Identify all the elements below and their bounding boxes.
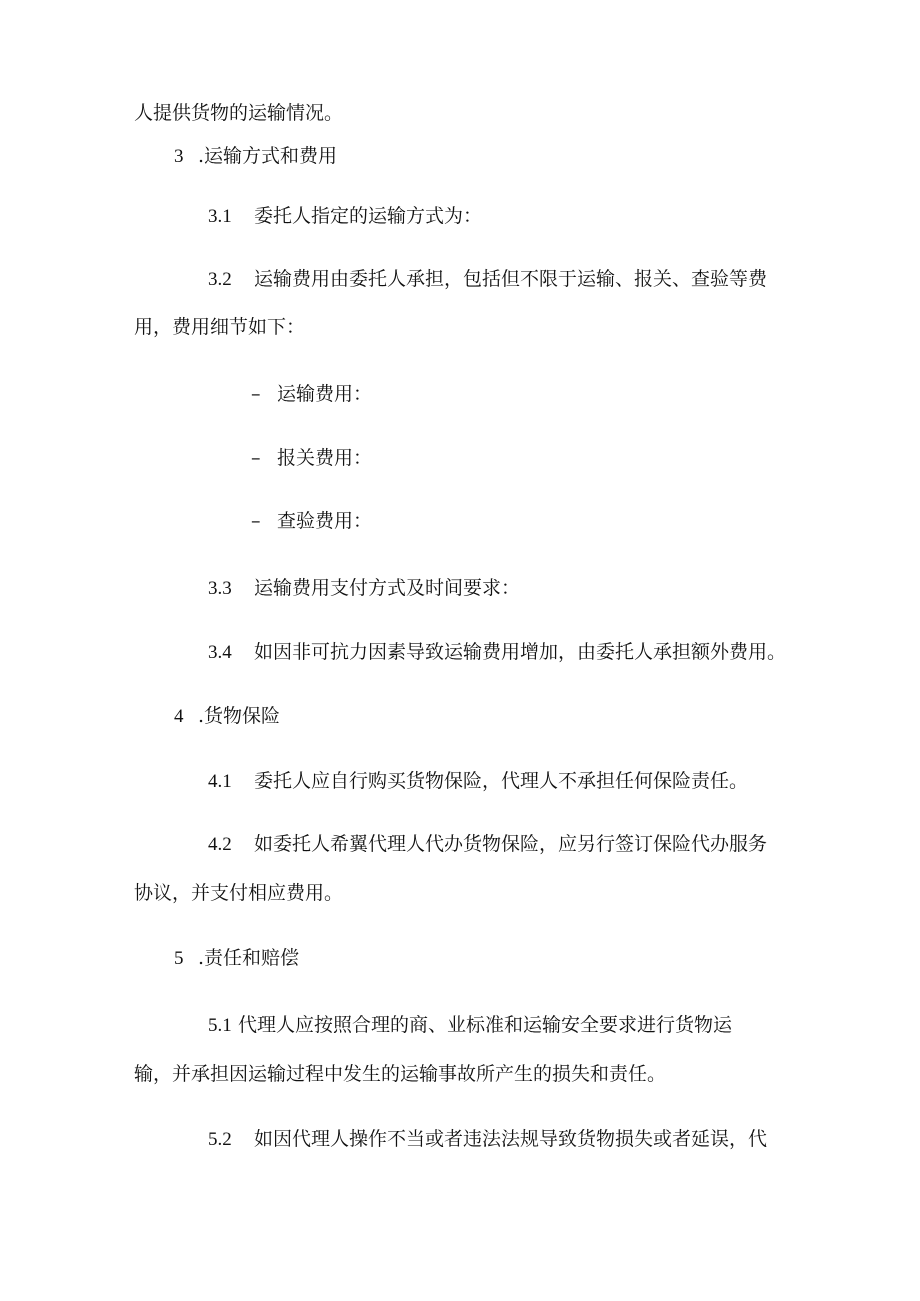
- item-4-2-number: 4.2: [208, 834, 232, 855]
- section-4-number: 4: [174, 706, 184, 727]
- list-dash: –: [251, 447, 261, 469]
- item-3-3-number: 3.3: [208, 578, 232, 599]
- item-3-2-line2: 用，费用细节如下：: [134, 316, 306, 338]
- item-5-1-line1: [208, 1013, 732, 1038]
- list-dash: –: [251, 510, 261, 532]
- item-5-1-number: 5.1: [208, 1015, 232, 1036]
- item-5-2-text-line1: 如因代理人操作不当或者违法法规导致货物损失或者延误，代: [254, 1128, 768, 1150]
- fee-list-item: [251, 446, 372, 470]
- fee-list-item: [251, 382, 372, 406]
- item-3-4: [208, 640, 786, 665]
- item-4-1: [208, 769, 748, 794]
- item-3-2-text-line1: 运输费用由委托人承担，包括但不限于运输、报关、查验等费: [254, 268, 768, 290]
- fee-label-customs: 报关费用：: [277, 447, 373, 469]
- intro-tail-line: 人提供货物的运输情况。: [134, 102, 344, 124]
- section-4-heading: [174, 704, 280, 729]
- item-4-2-text-line1: 如委托人希翼代理人代办货物保险，应另行签订保险代办服务: [254, 833, 768, 855]
- item-3-1: [208, 204, 482, 229]
- item-5-2-line1: [208, 1127, 767, 1152]
- item-4-2-line2: 协议，并支付相应费用。: [134, 882, 344, 904]
- item-4-2-line1: [208, 832, 767, 857]
- section-3-heading: [174, 144, 337, 169]
- section-5-heading: [174, 946, 299, 971]
- section-4-title: .货物保险: [198, 705, 281, 727]
- item-3-4-number: 3.4: [208, 642, 232, 663]
- fee-label-transport: 运输费用：: [277, 383, 373, 405]
- item-5-2-number: 5.2: [208, 1129, 232, 1150]
- section-5-number: 5: [174, 948, 184, 969]
- fee-label-inspection: 查验费用：: [277, 510, 373, 532]
- item-3-1-number: 3.1: [208, 206, 232, 227]
- item-3-4-text: 如因非可抗力因素导致运输费用增加，由委托人承担额外费用。: [254, 641, 787, 663]
- fee-list-item: [251, 509, 372, 533]
- item-5-1-line2: 输，并承担因运输过程中发生的运输事故所产生的损失和责任。: [134, 1063, 667, 1085]
- list-dash: –: [251, 383, 261, 405]
- item-3-3-text: 运输费用支付方式及时间要求：: [254, 577, 521, 599]
- item-3-3: [208, 576, 520, 601]
- section-3-title: .运输方式和费用: [198, 145, 338, 167]
- item-3-2-line1: [208, 267, 767, 292]
- item-4-1-text: 委托人应自行购买货物保险，代理人不承担任何保险责任。: [254, 770, 749, 792]
- item-5-1-text-line1: 代理人应按照合理的商、业标准和运输安全要求进行货物运: [238, 1014, 733, 1036]
- item-3-2-number: 3.2: [208, 269, 232, 290]
- item-3-1-text: 委托人指定的运输方式为：: [254, 205, 483, 227]
- item-4-1-number: 4.1: [208, 771, 232, 792]
- section-5-title: .责任和赔偿: [198, 947, 300, 969]
- section-3-number: 3: [174, 146, 184, 167]
